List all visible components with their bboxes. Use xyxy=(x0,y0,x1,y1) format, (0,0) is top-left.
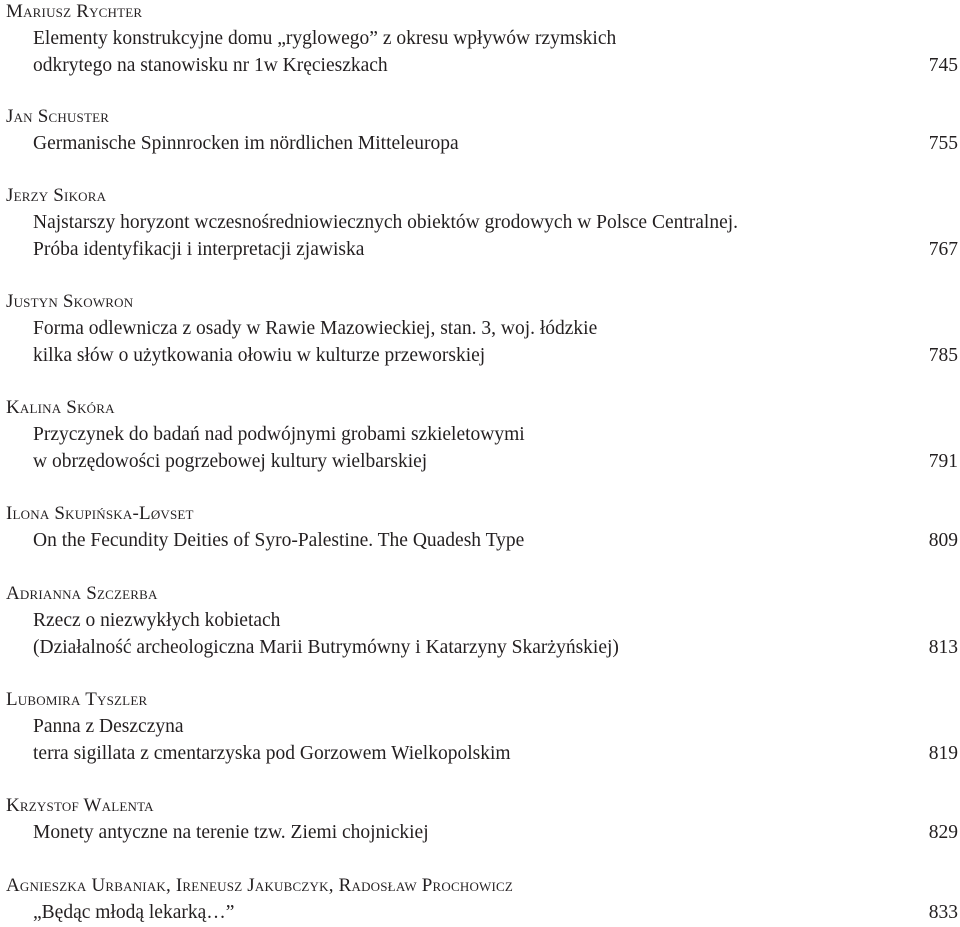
entry-title-text: (Działalność archeologiczna Marii Butrymówny i Katarzyny Skarżyńskiej) xyxy=(33,636,619,658)
entry-title-line xyxy=(6,131,956,158)
toc-entry xyxy=(6,876,956,927)
entry-title-text: „Będąc młodą lekarką…” xyxy=(33,902,235,923)
page-number: 767 xyxy=(928,238,958,260)
page-number: 745 xyxy=(928,54,958,76)
page-number: 809 xyxy=(928,530,958,551)
toc-entry xyxy=(6,107,956,158)
entry-author: Ilona Skupińska-Løvset xyxy=(6,503,194,524)
toc-entry xyxy=(6,796,956,847)
page-number: 819 xyxy=(928,742,958,764)
entry-author: Justyn Skowron xyxy=(6,291,134,312)
entry-title-line xyxy=(6,237,956,264)
entry-title-text: Forma odlewnicza z osady w Rawie Mazowieckiej, stan. 3, woj. łódzkie xyxy=(33,318,598,339)
entry-author: Adrianna Szczerba xyxy=(6,583,158,604)
toc-entry xyxy=(6,2,956,79)
entry-author: Jerzy Sikora xyxy=(6,185,107,206)
page-number: 833 xyxy=(928,902,958,923)
page-number: 785 xyxy=(928,344,958,366)
page-number: 755 xyxy=(928,133,958,154)
entry-title-line xyxy=(6,422,956,449)
entry-title-text: Monety antyczne na terenie tzw. Ziemi chojnickiej xyxy=(33,822,429,843)
entry-author: Krzystof Walenta xyxy=(6,795,154,816)
entry-title-line xyxy=(6,316,956,343)
entry-author: Lubomira Tyszler xyxy=(6,689,148,710)
entry-title-text: terra sigillata z cmentarzyska pod Gorzowem Wielkopolskim xyxy=(33,742,511,764)
page-number: 829 xyxy=(928,822,958,843)
entry-author: Mariusz Rychter xyxy=(6,1,143,22)
toc-entry xyxy=(6,186,956,263)
entry-title-text: Przyczynek do badań nad podwójnymi grobami szkieletowymi xyxy=(33,424,525,445)
entry-title-line xyxy=(6,26,956,53)
page-number: 791 xyxy=(928,450,958,472)
entry-title-text: Próba identyfikacji i interpretacji zjawiska xyxy=(33,238,365,260)
entry-title-text: Rzecz o niezwykłych kobietach xyxy=(33,610,281,631)
entry-title-line xyxy=(6,53,956,80)
entry-title-line xyxy=(6,741,956,768)
entry-title-text: w obrzędowości pogrzebowej kultury wielbarskiej xyxy=(33,450,428,472)
entry-title-line xyxy=(6,635,956,662)
entry-author: Agnieszka Urbaniak, Ireneusz Jakubczyk, Radosław Prochowicz xyxy=(6,875,514,896)
toc-entry xyxy=(6,292,956,369)
toc-entry xyxy=(6,504,956,555)
entry-title-line xyxy=(6,820,956,847)
entry-title-line xyxy=(6,210,956,237)
entry-title-text: On the Fecundity Deities of Syro-Palestine. The Quadesh Type xyxy=(33,530,525,551)
entry-title-line xyxy=(6,608,956,635)
entry-title-text: Elementy konstrukcyjne domu „ryglowego” z okresu wpływów rzymskich xyxy=(33,28,617,49)
entry-title-line xyxy=(6,449,956,476)
entry-title-line xyxy=(6,714,956,741)
entry-author: Jan Schuster xyxy=(6,106,110,127)
entry-title-text: Panna z Deszczyna xyxy=(33,716,184,737)
entry-author: Kalina Skóra xyxy=(6,397,115,418)
entry-title-line xyxy=(6,528,956,555)
entry-title-text: Najstarszy horyzont wczesnośredniowiecznych obiektów grodowych w Polsce Centralnej. xyxy=(33,212,739,233)
toc-entry xyxy=(6,584,956,661)
page-number: 813 xyxy=(928,636,958,658)
toc-entry xyxy=(6,398,956,475)
entry-title-text: Germanische Spinnrocken im nördlichen Mitteleuropa xyxy=(33,133,459,154)
entry-title-text: kilka słów o użytkowania ołowiu w kulturze przeworskiej xyxy=(33,344,486,366)
entry-title-text: odkrytego na stanowisku nr 1w Kręcieszkach xyxy=(33,54,388,76)
entry-title-line xyxy=(6,343,956,370)
entry-title-line xyxy=(6,900,956,927)
toc-entry xyxy=(6,690,956,767)
